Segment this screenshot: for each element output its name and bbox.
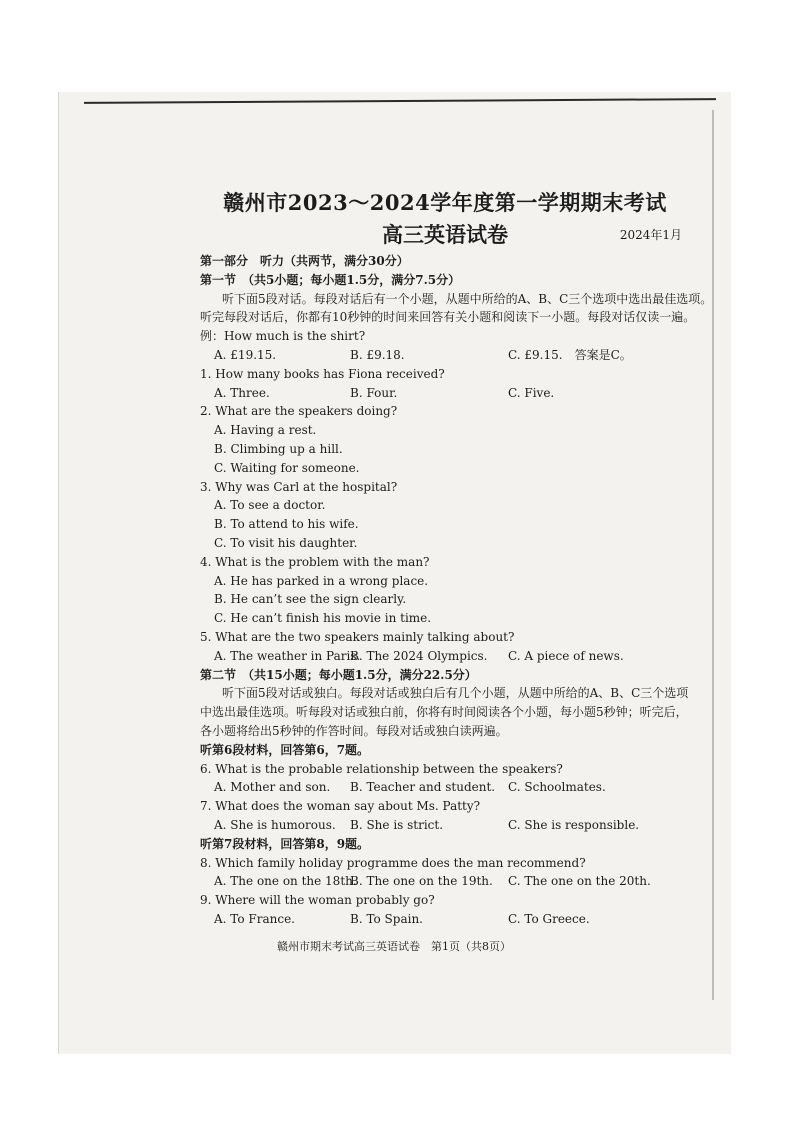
q2-option-a: A. Having a rest. (214, 423, 317, 438)
q4-option-c: C. He can’t finish his movie in time. (214, 611, 432, 626)
question-8: 8. Which family holiday programme does the man recommend? (200, 855, 586, 870)
q6-option-b: B. Teacher and student. (350, 780, 496, 795)
question-2: 2. What are the speakers doing? (200, 404, 398, 419)
q7-option-b: B. She is strict. (350, 817, 444, 832)
q8-option-b: B. The one on the 19th. (350, 874, 493, 889)
page-footer: 赣州市期末考试高三英语试卷 第1页（共8页） (277, 940, 511, 953)
q3-option-a: A. To see a doctor. (214, 498, 326, 513)
question-1-options (200, 384, 690, 403)
q7-option-c: C. She is responsible. (508, 817, 640, 832)
q9-option-c: C. To Greece. (508, 911, 590, 926)
question-7: 7. What does the woman say about Ms. Patty? (200, 799, 481, 814)
q2-option-b: B. Climbing up a hill. (214, 441, 343, 456)
q5-option-c: C. A piece of news. (508, 648, 624, 663)
exam-title: 赣州市2023～2024学年度第一学期期末考试 (223, 190, 667, 215)
q6-option-c: C. Schoolmates. (508, 780, 606, 795)
example-option-c (508, 346, 632, 365)
material-6-heading: 听第6段材料，回答第6，7题。 (200, 742, 370, 757)
part1-heading: 第一部分 听力（共两节，满分30分） (200, 254, 409, 268)
section2-instruction-1: 听下面5段对话或独白。每段对话或独白后有几个小题，从题中所给的A、B、C三个选项 (222, 686, 689, 701)
question-5: 5. What are the two speakers mainly talking about? (200, 629, 515, 644)
exam-subtitle: 高三英语试卷 (382, 222, 508, 247)
section2-instruction-2: 中选出最佳选项。听每段对话或独白前，你将有时间阅读各个小题，每小题5秒钟；听完后， (200, 705, 688, 720)
example-answer: 答案是C。 (574, 347, 632, 362)
example-option-b: B. £9.18. (350, 347, 405, 362)
q4-option-a: A. He has parked in a wrong place. (214, 573, 429, 588)
exam-content (200, 188, 713, 929)
material-7-heading: 听第7段材料，回答第8，9题。 (200, 836, 370, 851)
q9-option-b: B. To Spain. (350, 911, 423, 926)
example-question: 例：How much is the shirt? (200, 329, 366, 344)
q5-option-a: A. The weather in Paris. (214, 648, 361, 663)
question-1: 1. How many books has Fiona received? (200, 366, 445, 381)
q8-option-c: C. The one on the 20th. (508, 874, 651, 889)
q9-option-a: A. To France. (214, 911, 295, 926)
example-options (200, 346, 690, 365)
question-6: 6. What is the probable relationship between the speakers? (200, 761, 563, 776)
q4-option-b: B. He can’t see the sign clearly. (214, 592, 407, 607)
q1-option-b: B. Four. (350, 385, 398, 400)
binding-edge-shadow (712, 110, 714, 1000)
q6-option-a: A. Mother and son. (214, 780, 331, 795)
question-8-options (200, 872, 690, 891)
question-7-options (200, 816, 690, 835)
q2-option-c: C. Waiting for someone. (214, 460, 360, 475)
question-6-options (200, 778, 690, 797)
question-9: 9. Where will the woman probably go? (200, 893, 435, 908)
example-option-a: A. £19.15. (214, 347, 277, 362)
question-5-options (200, 647, 690, 666)
question-4: 4. What is the problem with the man? (200, 554, 430, 569)
exam-date: 2024年1月 (619, 228, 682, 242)
section1-instruction-1: 听下面5段对话。每段对话后有一个小题，从题中所给的A、B、C三个选项中选出最佳选项。 (222, 291, 713, 306)
subtitle-row (200, 218, 690, 252)
q5-option-b: B. The 2024 Olympics. (350, 648, 488, 663)
q8-option-a: A. The one on the 18th. (214, 874, 357, 889)
section2-heading: 第二节 （共15小题；每小题1.5分，满分22.5分） (200, 667, 477, 682)
section1-heading: 第一节 （共5小题；每小题1.5分，满分7.5分） (200, 272, 461, 287)
q1-option-a: A. Three. (214, 385, 270, 400)
section2-instruction-3: 各小题将给出5秒钟的作答时间。每段对话或独白读两遍。 (200, 723, 508, 738)
question-3: 3. Why was Carl at the hospital? (200, 479, 398, 494)
q3-option-c: C. To visit his daughter. (214, 535, 358, 550)
q7-option-a: A. She is humorous. (214, 817, 336, 832)
example-option-c-text: C. £9.15. (508, 347, 563, 362)
q1-option-c: C. Five. (508, 385, 555, 400)
section1-instruction-2: 听完每段对话后，你都有10秒钟的时间来回答有关小题和阅读下一小题。每段对话仅读一遍。 (200, 310, 696, 325)
question-9-options (200, 910, 690, 929)
q3-option-b: B. To attend to his wife. (214, 517, 359, 532)
